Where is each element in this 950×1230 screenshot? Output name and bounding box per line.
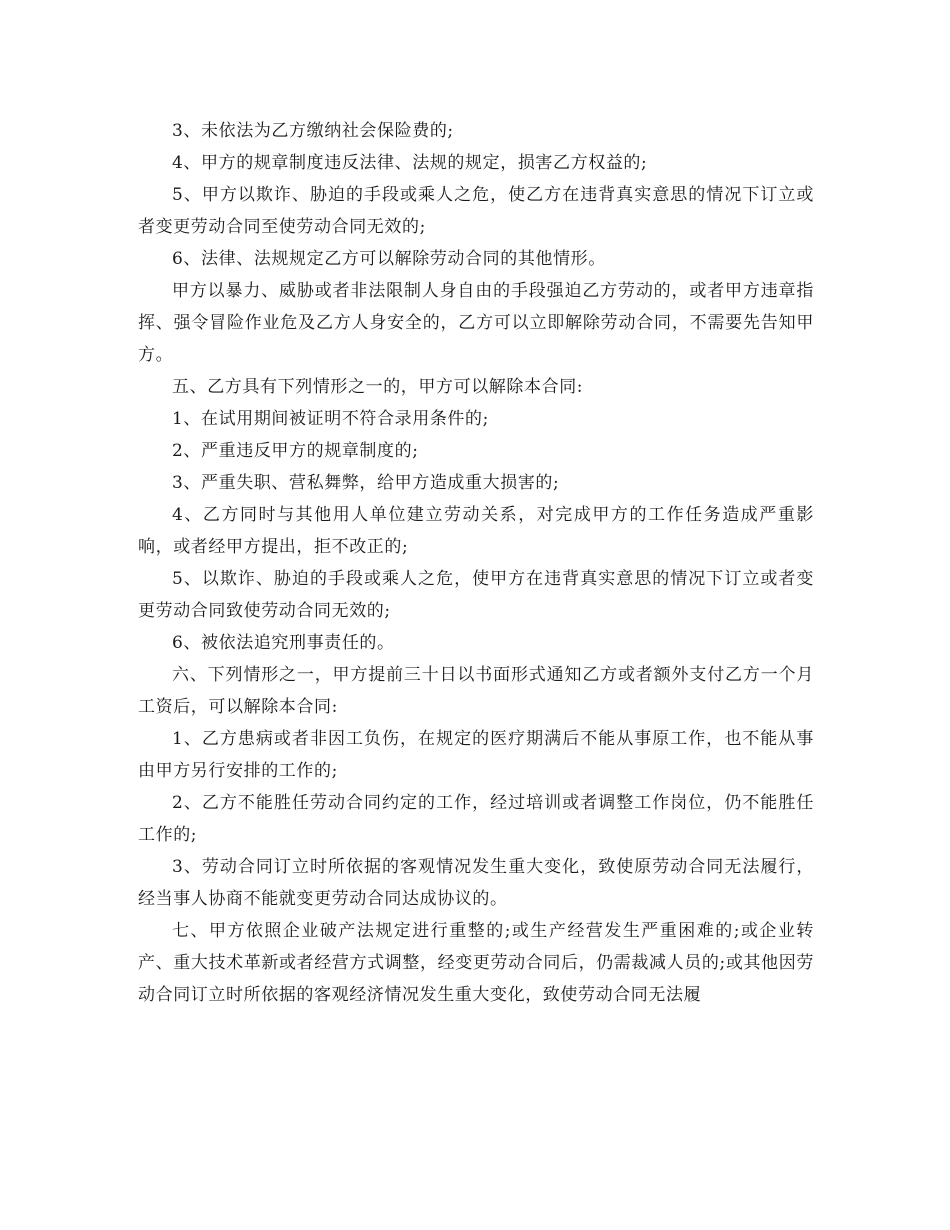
paragraph: 3、劳动合同订立时所依据的客观情况发生重大变化，致使原劳动合同无法履行，经当事人协商不能就变更劳动合同达成协议的。	[138, 857, 814, 909]
paragraph: 六、下列情形之一，甲方提前三十日以书面形式通知乙方或者额外支付乙方一个月工资后，可以解除本合同:	[138, 665, 814, 717]
paragraph: 6、被依法追究刑事责任的。	[172, 633, 395, 653]
paragraph: 5、以欺诈、胁迫的手段或乘人之危，使甲方在违背真实意思的情况下订立或者变更劳动合同致使劳动合同无效的;	[138, 569, 814, 621]
paragraph: 4、乙方同时与其他用人单位建立劳动关系，对完成甲方的工作任务造成严重影响，或者经甲方提出，拒不改正的;	[138, 505, 814, 557]
paragraph: 2、乙方不能胜任劳动合同约定的工作，经过培训或者调整工作岗位，仍不能胜任工作的;	[138, 793, 814, 845]
paragraph: 4、甲方的规章制度违反法律、法规的规定，损害乙方权益的;	[172, 153, 648, 173]
document-page	[138, 115, 814, 1011]
paragraph: 五、乙方具有下列情形之一的，甲方可以解除本合同:	[172, 377, 584, 397]
paragraph: 1、在试用期间被证明不符合录用条件的;	[172, 409, 489, 429]
paragraph: 3、严重失职、营私舞弊，给甲方造成重大损害的;	[172, 473, 560, 493]
paragraph: 6、法律、法规规定乙方可以解除劳动合同的其他情形。	[172, 249, 606, 269]
paragraph: 2、严重违反甲方的规章制度的;	[172, 441, 419, 461]
paragraph: 甲方以暴力、威胁或者非法限制人身自由的手段强迫乙方劳动的，或者甲方违章指挥、强令冒险作业危及乙方人身安全的，乙方可以立即解除劳动合同，不需要先告知甲方。	[138, 281, 814, 365]
paragraph: 七、甲方依照企业破产法规定进行重整的;或生产经营发生严重困难的;或企业转产、重大技术革新或者经营方式调整，经变更劳动合同后，仍需裁减人员的;或其他因劳动合同订立时所依据的客观经济情况发生重大变化，致使劳动合同无法履	[138, 921, 814, 1005]
paragraph: 5、甲方以欺诈、胁迫的手段或乘人之危，使乙方在违背真实意思的情况下订立或者变更劳动合同至使劳动合同无效的;	[138, 185, 814, 237]
paragraph: 3、未依法为乙方缴纳社会保险费的;	[172, 121, 454, 141]
paragraph: 1、乙方患病或者非因工负伤，在规定的医疗期满后不能从事原工作，也不能从事由甲方另行安排的工作的;	[138, 729, 814, 781]
